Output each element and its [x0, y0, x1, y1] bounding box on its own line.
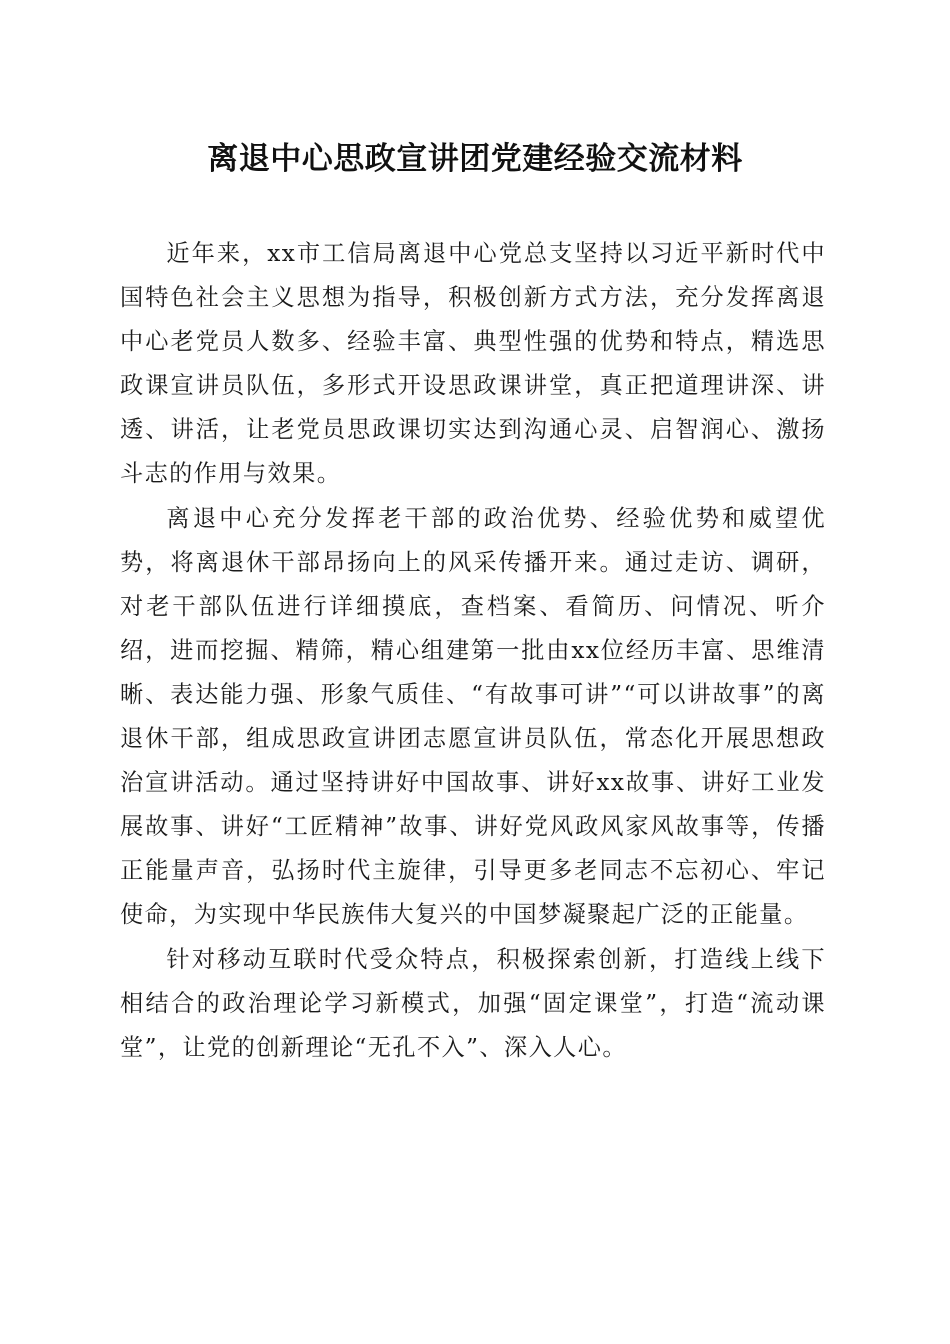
- paragraph-2: 离退中心充分发挥老干部的政治优势、经验优势和威望优势，将离退休干部昂扬向上的风采传播开来。通过走访、调研，对老干部队伍进行详细摸底，查档案、看简历、问情况、听介绍，进而挖掘、精筛，精心组建第一批由xx位经历丰富、思维清晰、表达能力强、形象气质佳、“有故事可讲”“可以讲故事”的离退休干部，组成思政宣讲团志愿宣讲员队伍，常态化开展思想政治宣讲活动。通过坚持讲好中国故事、讲好xx故事、讲好工业发展故事、讲好“工匠精神”故事、讲好党风政风家风故事等，传播正能量声音，弘扬时代主旋律，引导更多老同志不忘初心、牢记使命，为实现中华民族伟大复兴的中国梦凝聚起广泛的正能量。: [120, 504, 826, 929]
- document-body: [120, 232, 826, 1070]
- paragraph-1: 近年来，xx市工信局离退中心党总支坚持以习近平新时代中国特色社会主义思想为指导，积极创新方式方法，充分发挥离退中心老党员人数多、经验丰富、典型性强的优势和特点，精选思政课宣讲员队伍，多形式开设思政课讲堂，真正把道理讲深、讲透、讲活，让老党员思政课切实达到沟通心灵、启智润心、激扬斗志的作用与效果。: [120, 240, 826, 488]
- paragraph-3: 针对移动互联时代受众特点，积极探索创新，打造线上线下相结合的政治理论学习新模式，加强“固定课堂”，打造“流动课堂”，让党的创新理论“无孔不入”、深入人心。: [120, 945, 826, 1061]
- document-title: 离退中心思政宣讲团党建经验交流材料: [207, 141, 743, 177]
